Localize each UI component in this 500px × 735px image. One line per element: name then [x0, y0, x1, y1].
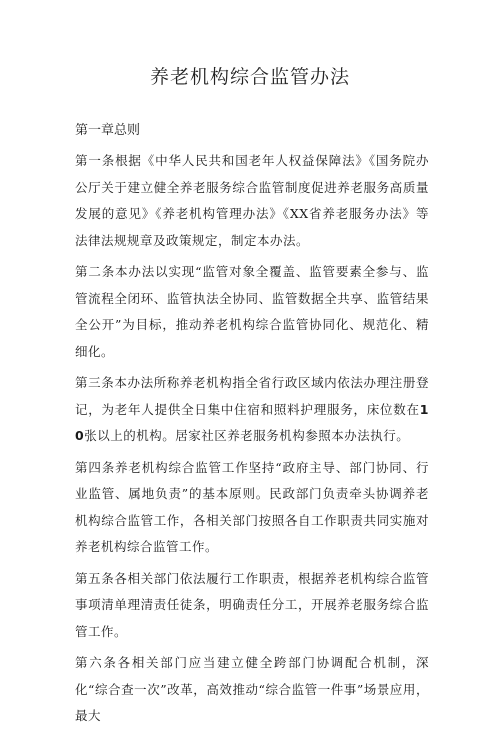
- article-5: 第五条各相关部门依法履行工作职责，根据养老机构综合监管事项清单理清责任徒条，明确责任分工，开展养老服务综合监管工作。: [75, 570, 429, 639]
- bed-count-value: 10: [75, 401, 429, 443]
- article-2: 第二条本办法以实现“监管对象全覆盖、监管要素全参与、监管流程全闭环、监管执法全协同、监管数据全共享、监管结果全公开”为目标，推动养老机构综合监管协同化、规范化、精细化。: [75, 264, 429, 359]
- article-6: 第六条各相关部门应当建立健全跨部门协调配合机制，深化“综合查一次”改革，高效推动“综合监管一件事”场景应用，最大: [75, 655, 429, 723]
- article-3-text-before: 第三条本办法所称养老机构指全省行政区域内依法办理注册登记，为老年人提供全日集中住宿和照料护理服务，床位数在: [75, 375, 429, 417]
- chapter-heading: 第一章总则: [75, 123, 141, 138]
- article-4: 第四条养老机构综合监管工作坚持“政府主导、部门协同、行业监管、属地负责”的基本原则。民政部门负责牵头协调养老机构综合监管工作，各相关部门按照各自工作职责共同实施对养老机构综合监管工作。: [75, 459, 429, 554]
- article-3: [75, 370, 429, 450]
- article-3-text-after: 张以上的机构。居家社区养老服务机构参照本办法执行。: [84, 428, 410, 443]
- document-body: [75, 118, 429, 735]
- article-1: 第一条根据《中华人民共和国老年人权益保障法》《国务院办公厅关于建立健全养老服务综合监管制度促进养老服务高质量发展的意见》《养老机构管理办法》《XX省养老服务办法》等法律法规规章及政策规定，制定本办法。: [75, 153, 429, 248]
- document-title: 养老机构综合监管办法: [149, 66, 350, 88]
